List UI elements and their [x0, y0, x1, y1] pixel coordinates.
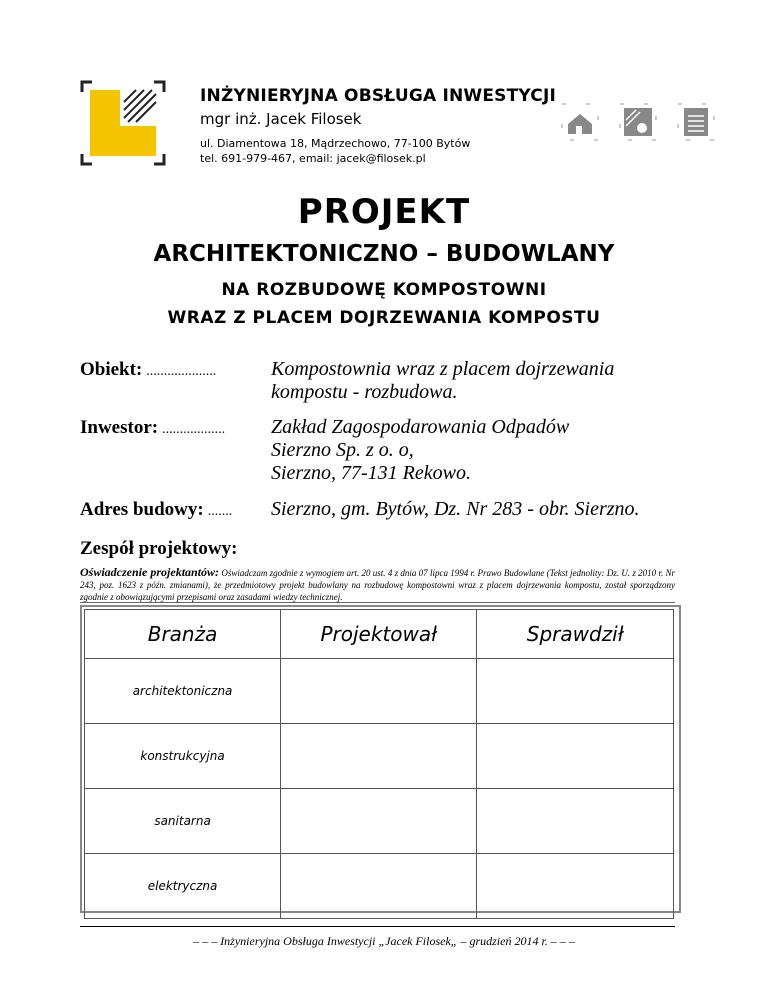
- branch-cell: elektryczna: [85, 854, 281, 919]
- table-row: [85, 724, 674, 789]
- address-label: Adres budowy:: [80, 499, 204, 520]
- designer-cell[interactable]: [281, 659, 477, 724]
- team-heading: Zespół projektowy:: [80, 538, 238, 559]
- investor-label: Inwestor:: [80, 417, 159, 438]
- header-projektowal: Projektował: [281, 610, 477, 659]
- designer-cell[interactable]: [281, 789, 477, 854]
- investor-value-3: Sierzno, 77-131 Rekowo.: [271, 462, 471, 484]
- company-address: ul. Diamentowa 18, Mądrzechowo, 77-100 Bytów: [200, 137, 471, 150]
- branch-cell: konstrukcyjna: [85, 724, 281, 789]
- object-value-2: kompostu - rozbudowa.: [271, 381, 458, 403]
- address-value: Sierzno, gm. Bytów, Dz. Nr 283 - obr. Sierzno.: [271, 498, 640, 520]
- company-logo: [80, 80, 166, 166]
- object-label: Obiekt:: [80, 359, 143, 380]
- house-icon: [562, 104, 598, 140]
- checker-cell[interactable]: [477, 724, 674, 789]
- investor-field: [80, 417, 225, 439]
- title-type: ARCHITEKTONICZNO – BUDOWLANY: [153, 241, 615, 267]
- checker-cell[interactable]: [477, 854, 674, 919]
- branch-cell: architektoniczna: [85, 659, 281, 724]
- company-contact: tel. 691-979-467, email: jacek@filosek.pl: [200, 152, 426, 165]
- company-name: INŻYNIERYJNA OBSŁUGA INWESTYCJI: [200, 86, 557, 106]
- declaration: [80, 566, 675, 603]
- table-row: [85, 854, 674, 919]
- declaration-text: Oświadczam zgodnie z wymogiem art. 20 ust. 4 z dnia 07 lipca 1994 r. Prawo Budowlane (Tekst jednolity: Dz. U. z 2010 r. Nr 243, poz. 1623 z późn. zmianami), że przedmiotowy projekt budowlany na rozbudowę kompostowni wraz z placem dojrzewania kompostu, został sporządzony zgodnie z obowiązującymi przepisami oraz zasadami wiedzy technicznej.: [80, 568, 675, 602]
- checker-cell[interactable]: [477, 789, 674, 854]
- investor-value-2: Sierzno Sp. z o. o,: [271, 439, 414, 461]
- footer: – – – Inżynieryjna Obsługa Inwestycji „Jacek Filosek„ – grudzień 2014 r. – – –: [193, 934, 575, 948]
- designer-cell[interactable]: [281, 724, 477, 789]
- service-icons: [558, 102, 718, 142]
- branch-cell: sanitarna: [85, 789, 281, 854]
- object-field: [80, 359, 216, 381]
- title-projekt: PROJEKT: [297, 192, 471, 232]
- footer-divider: [80, 926, 675, 927]
- designer-cell[interactable]: [281, 854, 477, 919]
- table-row: [85, 789, 674, 854]
- title-subject-2: WRAZ Z PLACEM DOJRZEWANIA KOMPOSTU: [167, 308, 601, 328]
- header-sprawdzil: Sprawdził: [477, 610, 674, 659]
- divider: [80, 602, 675, 603]
- document-icon: [678, 104, 714, 140]
- design-icon: [620, 104, 656, 140]
- investor-value-1: Zakład Zagospodarowania Odpadów: [271, 416, 570, 438]
- table-header-row: [85, 610, 674, 659]
- title-subject-1: NA ROZBUDOWĘ KOMPOSTOWNI: [221, 280, 547, 300]
- signature-table: [84, 609, 674, 919]
- address-dots: .......: [207, 504, 233, 519]
- object-dots: ....................: [146, 364, 217, 379]
- company-owner: mgr inż. Jacek Filosek: [200, 110, 362, 128]
- header-branza: Branża: [85, 610, 281, 659]
- object-value-1: Kompostownia wraz z placem dojrzewania: [271, 358, 615, 380]
- checker-cell[interactable]: [477, 659, 674, 724]
- investor-dots: ..................: [162, 422, 226, 437]
- declaration-label: Oświadczenie projektantów:: [80, 565, 220, 579]
- address-field: [80, 499, 232, 521]
- table-row: [85, 659, 674, 724]
